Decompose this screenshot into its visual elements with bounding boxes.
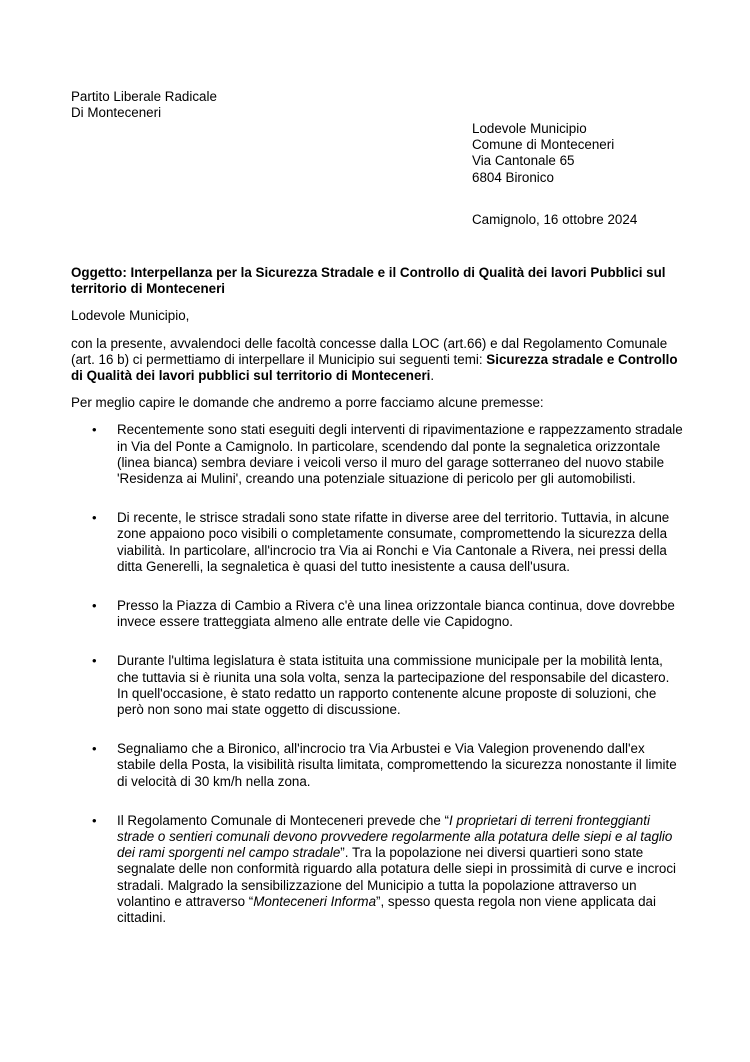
intro-end: . — [430, 368, 435, 384]
list-item-text-mid: ”. Tra la popolazione nei diversi quartieri sono state segnalate delle non conformità riguardo alla potatura delle siepi in prossimità di curve e incroci stradali. Malgrado la sensibilizzazione del Municipio a tutta la popolazione attraverso un volantino e attraverso “ — [117, 845, 676, 909]
bullet-icon: • — [92, 422, 97, 438]
sender-location: Di Monteceneri — [71, 105, 162, 121]
bullet-icon: • — [92, 598, 97, 614]
intro-text: con la presente, avvalendoci delle facoltà concesse dalla LOC (art.66) e dal Regolamento Comunale (art. 16 b) ci permettiamo di interpellare il Municipio sui seguenti temi: — [71, 335, 668, 367]
recipient-name: Lodevole Municipio — [472, 121, 587, 136]
list-item-text-pre: Il Regolamento Comunale di Monteceneri prevede che “ — [117, 812, 449, 828]
letter-subject: Oggetto: Interpellanza per la Sicurezza Stradale e il Controllo di Qualità dei lavori Pubblici sul territorio di Monteceneri — [71, 265, 666, 297]
salutation: Lodevole Municipio, — [71, 308, 190, 324]
recipient-block — [472, 121, 614, 186]
list-item — [71, 741, 683, 790]
premise-list — [71, 422, 683, 926]
recipient-commune: Comune di Monteceneri — [472, 137, 615, 153]
list-item — [71, 598, 683, 630]
list-item-text: Di recente, le strisce stradali sono state rifatte in diverse aree del territorio. Tuttavia, in alcune zone appaiono poco visibili o completamente consumate, compromettendo la sicurezza della viabilità. In particolare, all'incrocio tra Via ai Ronchi e Via Cantonale a Rivera, nei pressi della ditta Generelli, la segnaletica è quasi del tutto inesistente a causa dell'usura. — [117, 510, 670, 574]
recipient-city: 6804 Bironico — [472, 169, 554, 185]
sender-block — [71, 89, 217, 121]
publication-name: Monteceneri Informa — [253, 893, 377, 909]
list-item — [71, 813, 683, 926]
list-item-text-post: ”, spesso questa regola non viene applicata dai cittadini. — [117, 893, 656, 926]
list-item-text: Recentemente sono stati eseguiti degli interventi di ripavimentazione e rappezzamento stradale in Via del Ponte a Camignolo. In particolare, scendendo dal ponte la segnaletica orizzontale (linea bianca) sembra deviare i veicoli verso il muro del garage sotterraneo del nuovo stabile 'Residenza ai Mulini', creando una potenziale situazione di pericolo per gli automobilisti. — [117, 422, 683, 487]
bullet-icon: • — [92, 812, 97, 828]
bullet-icon: • — [92, 510, 97, 526]
list-item — [71, 422, 683, 487]
list-item — [71, 653, 683, 718]
list-item-text: Segnaliamo che a Bironico, all'incrocio tra Via Arbustei e Via Valegion provenendo dall'ex stabile della Posta, la visibilità risulta limitata, compromettendo la sicurezza nonostante il limite di velocità di 30 km/h nella zona. — [117, 741, 677, 789]
list-item-text: Presso la Piazza di Cambio a Rivera c'è una linea orizzontale bianca continua, dove dovrebbe invece essere tratteggiata almeno alle entrate delle vie Capidogno. — [117, 598, 675, 630]
intro-bold-topics: Sicurezza stradale e Controllo di Qualità dei lavori pubblici sul territorio di Monteceneri — [71, 351, 678, 384]
bullet-icon: • — [92, 653, 97, 669]
sender-party: Partito Liberale Radicale — [71, 89, 217, 104]
premise-paragraph: Per meglio capire le domande che andremo a porre facciamo alcune premesse: — [71, 395, 544, 411]
list-item — [71, 510, 683, 575]
recipient-street: Via Cantonale 65 — [472, 153, 575, 169]
intro-paragraph — [71, 336, 683, 385]
letter-body — [71, 265, 683, 949]
bullet-icon: • — [92, 741, 97, 757]
list-item-text: Durante l'ultima legislatura è stata istituita una commissione municipale per la mobilità lenta, che tuttavia si è riunita una sola volta, senza la partecipazione del responsabile del dicastero. In quell'occasione, è stato redatto un rapporto contenente alcune proposte di soluzioni, che però non sono mai state oggetto di discussione. — [117, 653, 670, 718]
regulation-quote: I proprietari di terreni fronteggianti strade o sentieri comunali devono provvedere regolarmente alla potatura delle siepi e al taglio dei rami sporgenti nel campo stradale — [117, 812, 673, 861]
letter-date: Camignolo, 16 ottobre 2024 — [472, 212, 638, 227]
